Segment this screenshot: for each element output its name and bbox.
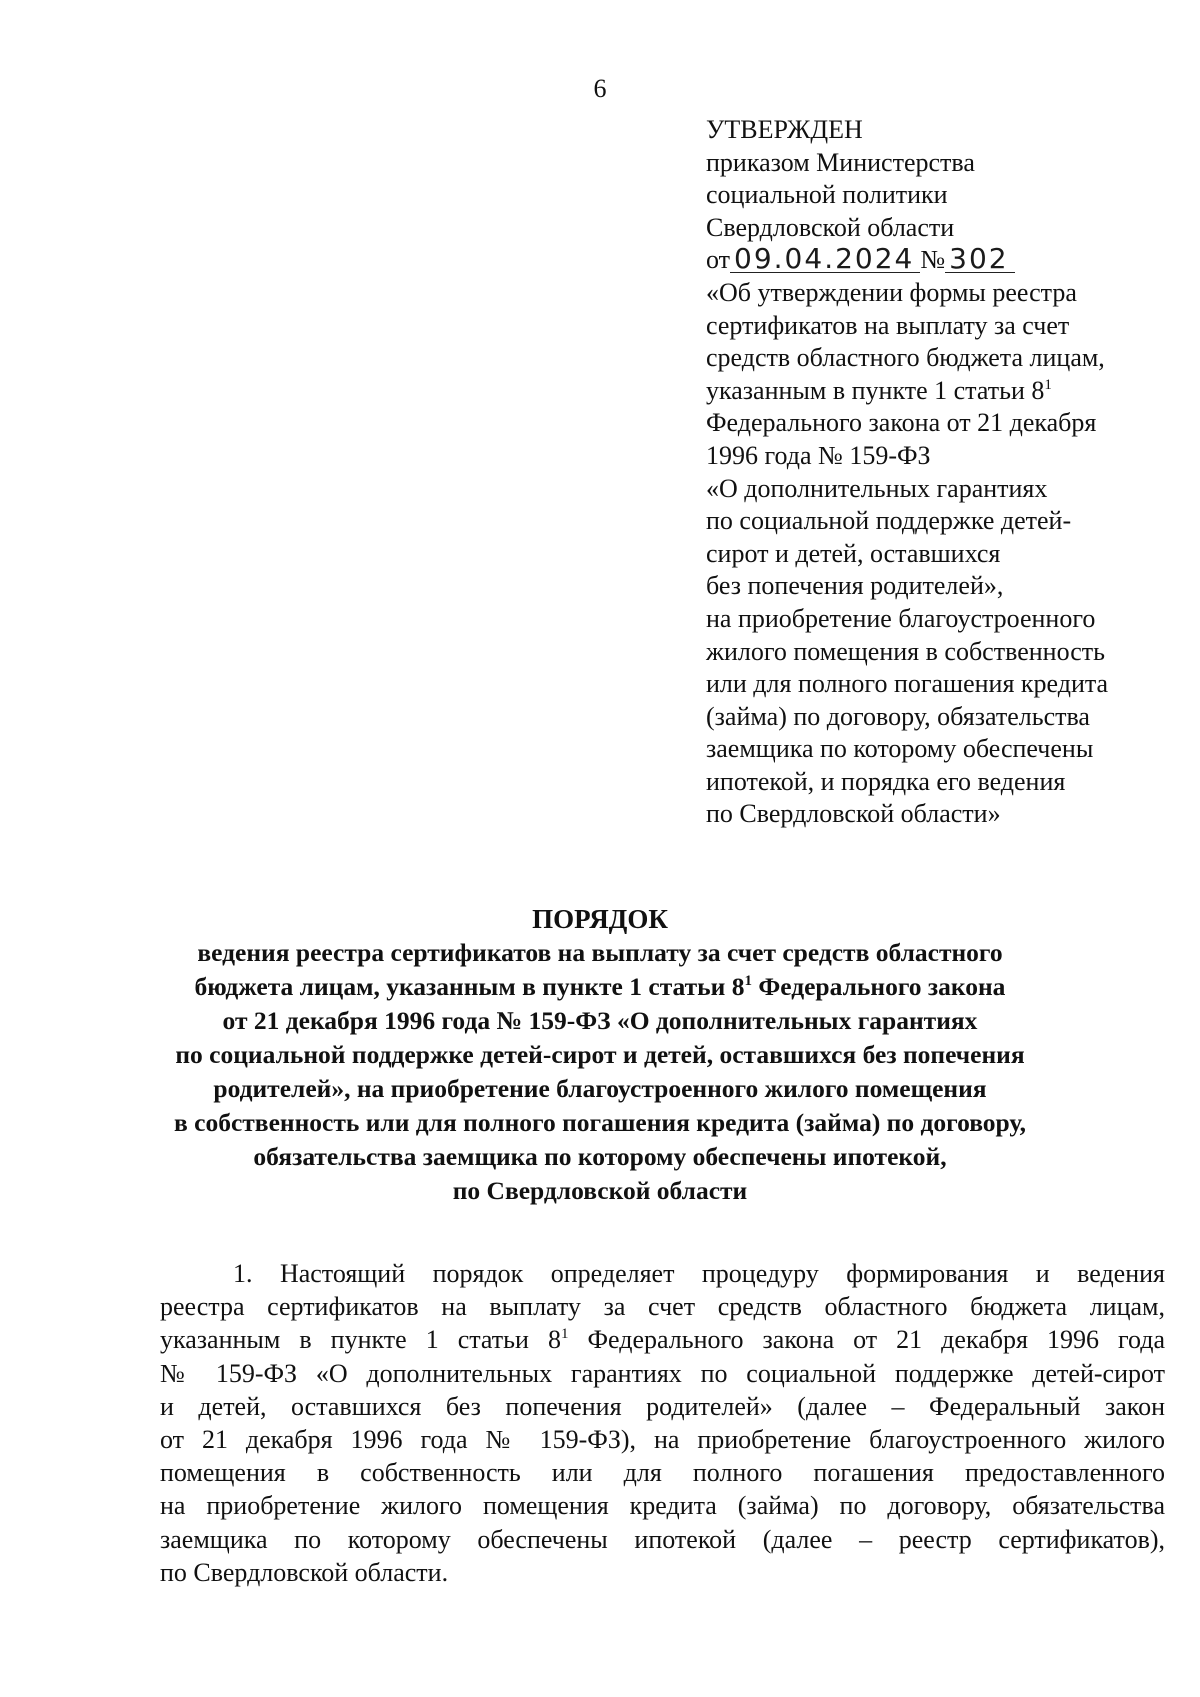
approval-subject-line: средств областного бюджета лицам,	[706, 343, 1105, 373]
approval-subject-line: или для полного погашения кредита	[706, 669, 1109, 699]
approval-subject-line: по социальной поддержке детей-	[706, 506, 1072, 536]
approval-line: приказом Министерства	[706, 147, 975, 177]
approval-subject-line: без попечения родителей»,	[706, 571, 1004, 601]
approval-subject-line: заемщика по которому обеспечены	[706, 734, 1094, 764]
paragraph-line: указанным в пункте 1 статьи $8^1$ Федерального закона от 21 декабря 1996 года	[160, 1325, 1165, 1355]
date-prefix: от	[706, 245, 731, 275]
handwritten-number: 302	[945, 246, 1014, 273]
approval-subject-line: «Об утверждении формы реестра	[706, 277, 1077, 307]
approval-line: Свердловской области	[706, 212, 955, 242]
approval-subject-line: указанным в пункте 1 статьи $8^1$	[706, 375, 1052, 405]
document-subtitle	[150, 936, 1050, 1208]
subtitle-line: в собственность или для полного погашения кредита (займа) по договору,	[174, 1108, 1026, 1137]
subtitle-line: по социальной поддержке детей-сирот и детей, оставшихся без попечения	[175, 1040, 1025, 1069]
subtitle-line: ведения реестра сертификатов на выплату за счет средств областного	[197, 938, 1003, 967]
approval-subject-line: сертификатов на выплату за счет	[706, 310, 1070, 340]
approval-subject-line: 1996 года № 159-ФЗ	[706, 440, 931, 470]
document-title: ПОРЯДОК	[532, 904, 668, 934]
approval-subject-line: на приобретение благоустроенного	[706, 603, 1096, 633]
approval-date-line	[706, 244, 1176, 277]
paragraph-1	[160, 1257, 1165, 1589]
paragraph-line: на приобретение жилого помещения кредита (займа) по договору, обязательства	[160, 1491, 1165, 1521]
approval-subject-line: «О дополнительных гарантиях	[706, 473, 1048, 503]
paragraph-line: заемщика по которому обеспечены ипотекой (далее – реестр сертификатов),	[160, 1524, 1165, 1554]
approval-subject-line: ипотекой, и порядка его ведения	[706, 766, 1066, 796]
handwritten-date: 09.04.2024	[730, 246, 920, 273]
paragraph-line: 1. Настоящий порядок определяет процедуру формирования и ведения	[233, 1259, 1165, 1288]
paragraph-line: № 159-ФЗ «О дополнительных гарантиях по социальной поддержке детей-сирот	[160, 1358, 1165, 1388]
approval-subject-line: по Свердловской области»	[706, 799, 1001, 829]
number-prefix: №	[920, 245, 946, 275]
paragraph-line: от 21 декабря 1996 года № 159-ФЗ), на приобретение благоустроенного жилого	[160, 1425, 1165, 1455]
subtitle-line: бюджета лицам, указанным в пункте 1 статьи $8^1$ Федерального закона	[194, 972, 1006, 1001]
subtitle-line: обязательства заемщика по которому обеспечены ипотекой,	[253, 1142, 947, 1171]
approval-subject	[706, 277, 1176, 831]
paragraph-line: по Свердловской области.	[160, 1557, 449, 1587]
page-number: 6	[593, 74, 607, 103]
paragraph-line: помещения в собственность или для полного погашения предоставленного	[160, 1458, 1165, 1488]
approval-subject-line: Федерального закона от 21 декабря	[706, 408, 1097, 438]
approval-line: социальной политики	[706, 180, 948, 210]
approval-heading: УТВЕРЖДЕН	[706, 115, 863, 144]
subtitle-line: от 21 декабря 1996 года № 159-ФЗ «О дополнительных гарантиях	[222, 1006, 978, 1035]
approval-subject-line: сирот и детей, оставшихся	[706, 538, 1001, 568]
subtitle-line: по Свердловской области	[452, 1176, 748, 1205]
subtitle-line: родителей», на приобретение благоустроенного жилого помещения	[213, 1074, 987, 1103]
paragraph-line: реестра сертификатов на выплату за счет средств областного бюджета лицам,	[160, 1292, 1165, 1322]
approval-block	[706, 114, 1176, 831]
approval-subject-line: (займа) по договору, обязательства	[706, 701, 1090, 731]
paragraph-line: и детей, оставшихся без попечения родителей» (далее – Федеральный закон	[160, 1391, 1165, 1421]
approval-subject-line: жилого помещения в собственность	[706, 636, 1105, 666]
